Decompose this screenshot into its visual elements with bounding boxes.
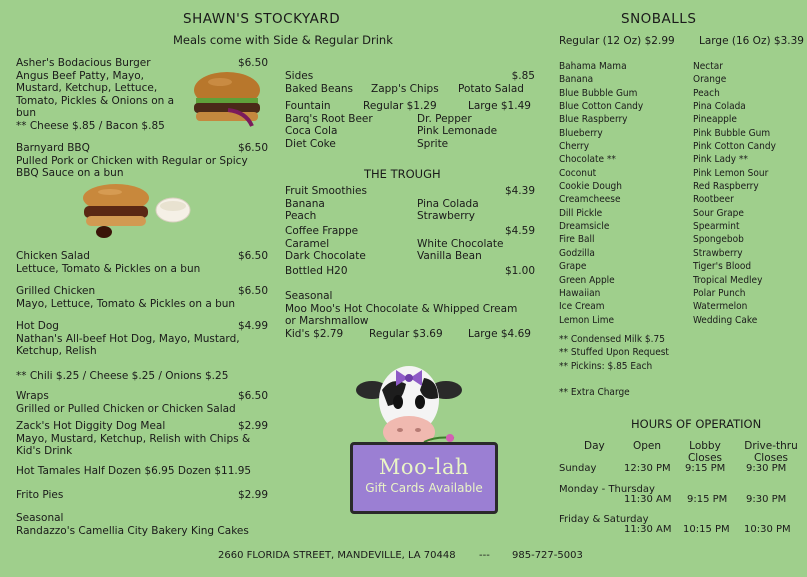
snoball-flavor: Cookie Dough bbox=[559, 181, 622, 193]
water-label: Bottled H20 bbox=[285, 265, 348, 277]
snoball-flavor: Blue Cotton Candy bbox=[559, 101, 644, 113]
smoothies-section bbox=[285, 185, 535, 223]
hours-day-weekend: Friday & Saturday bbox=[559, 514, 649, 525]
drink-option: Pink Lemonade bbox=[417, 125, 498, 137]
stockyard-title: SHAWN'S STOCKYARD bbox=[183, 11, 341, 27]
snoball-flavor: Strawberry bbox=[693, 247, 743, 259]
snoball-flavor: Orange bbox=[693, 74, 727, 86]
fountain-regular: Regular $1.29 bbox=[363, 100, 437, 112]
snoball-flavor: Pink Lemon Sour bbox=[693, 167, 769, 179]
item-name: Barnyard BBQ bbox=[16, 142, 90, 154]
snoball-flavor: Tiger's Blood bbox=[693, 261, 752, 273]
side-option: Baked Beans bbox=[285, 82, 354, 95]
item-name: Zack's Hot Diggity Dog Meal bbox=[16, 420, 166, 432]
snoball-flavor: Green Apple bbox=[559, 274, 615, 286]
seasonal-label: Seasonal bbox=[285, 290, 333, 302]
snoball-notes bbox=[559, 333, 669, 400]
smoothie-flavor: Strawberry bbox=[417, 210, 475, 222]
snoball-flavor: Sour Grape bbox=[693, 207, 744, 219]
fountain-label: Fountain bbox=[285, 100, 331, 112]
side-option: Zapp's Chips bbox=[371, 82, 439, 95]
note-line: ** Pickins: $.85 Each bbox=[559, 360, 653, 372]
snoball-flavor: Chocolate ** bbox=[559, 154, 616, 166]
item-desc: bun bbox=[16, 107, 36, 119]
bbq-sandwich-image bbox=[78, 180, 194, 244]
hot-chocolate-regular-price: Regular $3.69 bbox=[369, 327, 443, 340]
menu-item-frito-pies bbox=[16, 489, 268, 502]
drink-option: Diet Coke bbox=[285, 137, 336, 150]
water-price: $1.00 bbox=[504, 265, 535, 277]
frappe-flavor: White Chocolate bbox=[417, 237, 504, 250]
item-desc: Mayo, Mustard, Ketchup, Relish with Chips & bbox=[16, 432, 251, 445]
hours-header-drive: Drive-thru Closes bbox=[744, 440, 798, 464]
snoball-flavor: Godzilla bbox=[559, 247, 595, 259]
frappe-flavor: Caramel bbox=[285, 237, 330, 250]
item-price: $4.99 bbox=[237, 320, 268, 332]
menu-item-bbq bbox=[16, 142, 268, 180]
item-name: Chicken Salad bbox=[16, 250, 90, 262]
hours-lobby: 10:15 PM bbox=[683, 524, 730, 535]
item-name: Grilled Chicken bbox=[16, 285, 96, 297]
snoball-flavor: Pink Lady ** bbox=[693, 154, 748, 166]
menu-item-wraps bbox=[16, 390, 268, 415]
item-desc: Grilled or Pulled Chicken or Chicken Salad bbox=[16, 402, 236, 415]
hours-header-open: Open bbox=[633, 440, 662, 452]
snoball-regular-price: Regular (12 Oz) $2.99 bbox=[559, 35, 675, 47]
snoballs-title: SNOBALLS bbox=[621, 11, 697, 27]
trough-title: THE TROUGH bbox=[364, 167, 441, 181]
snoball-flavor: Bahama Mama bbox=[559, 61, 627, 72]
item-desc: Angus Beef Patty, Mayo, bbox=[16, 69, 145, 82]
hours-drive: 10:30 PM bbox=[744, 524, 791, 535]
smoothies-price: $4.39 bbox=[504, 185, 535, 197]
menu-item-king-cakes bbox=[16, 512, 268, 537]
item-price: $6.50 bbox=[237, 57, 268, 69]
hours-title: HOURS OF OPERATION bbox=[631, 417, 762, 431]
item-desc: Randazzo's Camellia City Bakery King Cakes bbox=[16, 524, 249, 537]
snoball-flavor: Lemon Lime bbox=[559, 314, 615, 326]
item-price: $6.50 bbox=[237, 390, 268, 402]
snoball-flavor: Spearmint bbox=[693, 221, 740, 233]
item-price: $6.50 bbox=[237, 142, 268, 154]
snoball-flavors-right bbox=[693, 60, 776, 327]
item-addons: ** Cheese $.85 / Bacon $.85 bbox=[16, 119, 165, 132]
footer-phone[interactable]: 985-727-5003 bbox=[512, 550, 583, 561]
snoball-flavor: Red Raspberry bbox=[693, 181, 759, 193]
hot-chocolate-desc: Moo Moo's Hot Chocolate & Whipped Cream bbox=[285, 302, 518, 315]
side-option: Potato Salad bbox=[458, 82, 524, 95]
sides-price: $.85 bbox=[511, 70, 535, 82]
hours-day-sunday: Sunday bbox=[559, 463, 597, 474]
drink-option: Sprite bbox=[417, 137, 449, 150]
item-name: Frito Pies bbox=[16, 489, 64, 501]
hot-chocolate-section bbox=[285, 290, 535, 340]
hours-drive: 9:30 PM bbox=[746, 494, 787, 505]
snoball-flavor: Tropical Medley bbox=[693, 274, 763, 286]
snoball-flavor: Dreamsicle bbox=[559, 221, 610, 233]
snoball-flavor: Peach bbox=[693, 87, 720, 99]
smoothie-flavor: Peach bbox=[285, 210, 317, 222]
snoball-flavor: Blueberry bbox=[559, 127, 603, 139]
sides-section bbox=[285, 70, 535, 96]
frappe-label: Coffee Frappe bbox=[285, 225, 359, 237]
menu-item-tamales bbox=[16, 465, 268, 478]
item-desc: Kid's Drink bbox=[16, 445, 73, 457]
drink-option: Dr. Pepper bbox=[417, 112, 472, 125]
snoball-flavor: Grape bbox=[559, 261, 587, 273]
item-name: Hot Dog bbox=[16, 320, 59, 332]
item-desc: Lettuce, Tomato & Pickles on a bun bbox=[16, 262, 201, 275]
drink-option: Coca Cola bbox=[285, 125, 338, 137]
menu-item-grilled-chicken bbox=[16, 285, 268, 310]
hours-header-day: Day bbox=[584, 440, 605, 452]
fountain-large: Large $1.49 bbox=[468, 100, 531, 112]
hours-lobby: 9:15 PM bbox=[685, 463, 726, 474]
menu-item-hot-dog bbox=[16, 320, 268, 383]
snoball-flavor: Hawaiian bbox=[559, 287, 601, 299]
hours-lobby: 9:15 PM bbox=[687, 494, 728, 505]
menu-item-chicken-salad bbox=[16, 250, 268, 275]
hot-chocolate-kids-price: Kid's $2.79 bbox=[285, 327, 344, 340]
snoball-flavor: Ice Cream bbox=[559, 301, 605, 313]
hot-chocolate-desc: or Marshmallow bbox=[285, 315, 369, 327]
smoothie-flavor: Pina Colada bbox=[417, 197, 479, 210]
item-name: Asher's Bodacious Burger bbox=[16, 57, 151, 69]
sides-label: Sides bbox=[285, 70, 314, 82]
note-line: ** Extra Charge bbox=[559, 387, 630, 399]
hours-drive: 9:30 PM bbox=[746, 463, 787, 474]
snoball-flavor: Creamcheese bbox=[559, 194, 621, 206]
item-addons: ** Chili $.25 / Cheese $.25 / Onions $.25 bbox=[16, 370, 229, 382]
snoball-large-price: Large (16 Oz) $3.39 bbox=[699, 35, 804, 47]
hours-open: 11:30 AM bbox=[624, 524, 672, 535]
snoball-flavors-left bbox=[559, 60, 643, 327]
item-name: Wraps bbox=[16, 390, 49, 402]
snoball-flavor: Nectar bbox=[693, 61, 723, 72]
item-desc: Pulled Pork or Chicken with Regular or Spicy bbox=[16, 154, 248, 167]
gift-card-tagline: Gift Cards Available bbox=[365, 481, 483, 495]
item-name: Hot Tamales Half Dozen $6.95 Dozen $11.95 bbox=[16, 465, 252, 477]
snoball-flavor: Banana bbox=[559, 74, 594, 86]
snoball-flavor: Spongebob bbox=[693, 234, 744, 246]
item-price: $2.99 bbox=[237, 420, 268, 432]
item-name: Seasonal bbox=[16, 512, 64, 524]
footer-separator: --- bbox=[479, 550, 490, 561]
item-desc: Tomato, Pickles & Onions on a bbox=[16, 94, 175, 107]
frappe-section bbox=[285, 225, 535, 263]
snoball-flavor: Pink Bubble Gum bbox=[693, 127, 771, 139]
stockyard-subtitle: Meals come with Side & Regular Drink bbox=[173, 33, 393, 47]
snoball-flavor: Fire Ball bbox=[559, 234, 595, 246]
item-desc: Mustard, Ketchup, Lettuce, bbox=[16, 82, 158, 94]
snoball-flavor: Blue Raspberry bbox=[559, 114, 628, 126]
gift-card-sign bbox=[350, 442, 498, 514]
burger-image bbox=[190, 66, 264, 132]
item-price: $2.99 bbox=[237, 489, 268, 501]
item-desc: Mayo, Lettuce, Tomato & Pickles on a bun bbox=[16, 297, 236, 310]
smoothie-flavor: Banana bbox=[285, 197, 325, 210]
hours-day-weekday: Monday - Thursday bbox=[559, 484, 655, 495]
menu-item-kids-meal bbox=[16, 420, 268, 458]
snoball-flavor: Blue Bubble Gum bbox=[559, 87, 638, 99]
hours-open: 12:30 PM bbox=[624, 463, 671, 474]
hours-open: 11:30 AM bbox=[624, 494, 672, 505]
note-line: ** Condensed Milk $.75 bbox=[559, 334, 665, 345]
item-price: $6.50 bbox=[237, 250, 268, 262]
snoball-flavor: Pina Colada bbox=[693, 101, 746, 113]
hot-chocolate-large-price: Large $4.69 bbox=[468, 327, 531, 340]
frappe-flavor: Vanilla Bean bbox=[417, 250, 482, 262]
snoball-flavor: Polar Punch bbox=[693, 287, 746, 299]
footer-address: 2660 FLORIDA STREET, MANDEVILLE, LA 70448 bbox=[218, 550, 456, 561]
drink-option: Barq's Root Beer bbox=[285, 112, 373, 125]
snoball-flavor: Wedding Cake bbox=[693, 314, 758, 326]
hours-header-lobby: Lobby Closes bbox=[687, 440, 723, 464]
frappe-price: $4.59 bbox=[504, 225, 535, 237]
snoball-flavor: Cherry bbox=[559, 141, 590, 153]
item-desc: BBQ Sauce on a bun bbox=[16, 167, 124, 179]
item-price: $6.50 bbox=[237, 285, 268, 297]
frappe-flavor: Dark Chocolate bbox=[285, 250, 366, 262]
snoball-flavor: Rootbeer bbox=[693, 194, 734, 206]
item-desc: Nathan's All-beef Hot Dog, Mayo, Mustard, bbox=[16, 332, 240, 345]
fountain-section bbox=[285, 100, 535, 150]
gift-card-brand: Moo-lah bbox=[378, 455, 470, 479]
item-desc: Ketchup, Relish bbox=[16, 345, 97, 357]
snoball-flavor: Coconut bbox=[559, 167, 597, 179]
water-section bbox=[285, 265, 535, 278]
snoball-flavor: Watermelon bbox=[693, 301, 748, 313]
snoball-flavor: Pineapple bbox=[693, 114, 737, 126]
smoothies-label: Fruit Smoothies bbox=[285, 185, 367, 197]
snoball-flavor: Dill Pickle bbox=[559, 207, 603, 219]
note-line: ** Stuffed Upon Request bbox=[559, 347, 669, 359]
snoball-flavor: Pink Cotton Candy bbox=[693, 141, 776, 153]
